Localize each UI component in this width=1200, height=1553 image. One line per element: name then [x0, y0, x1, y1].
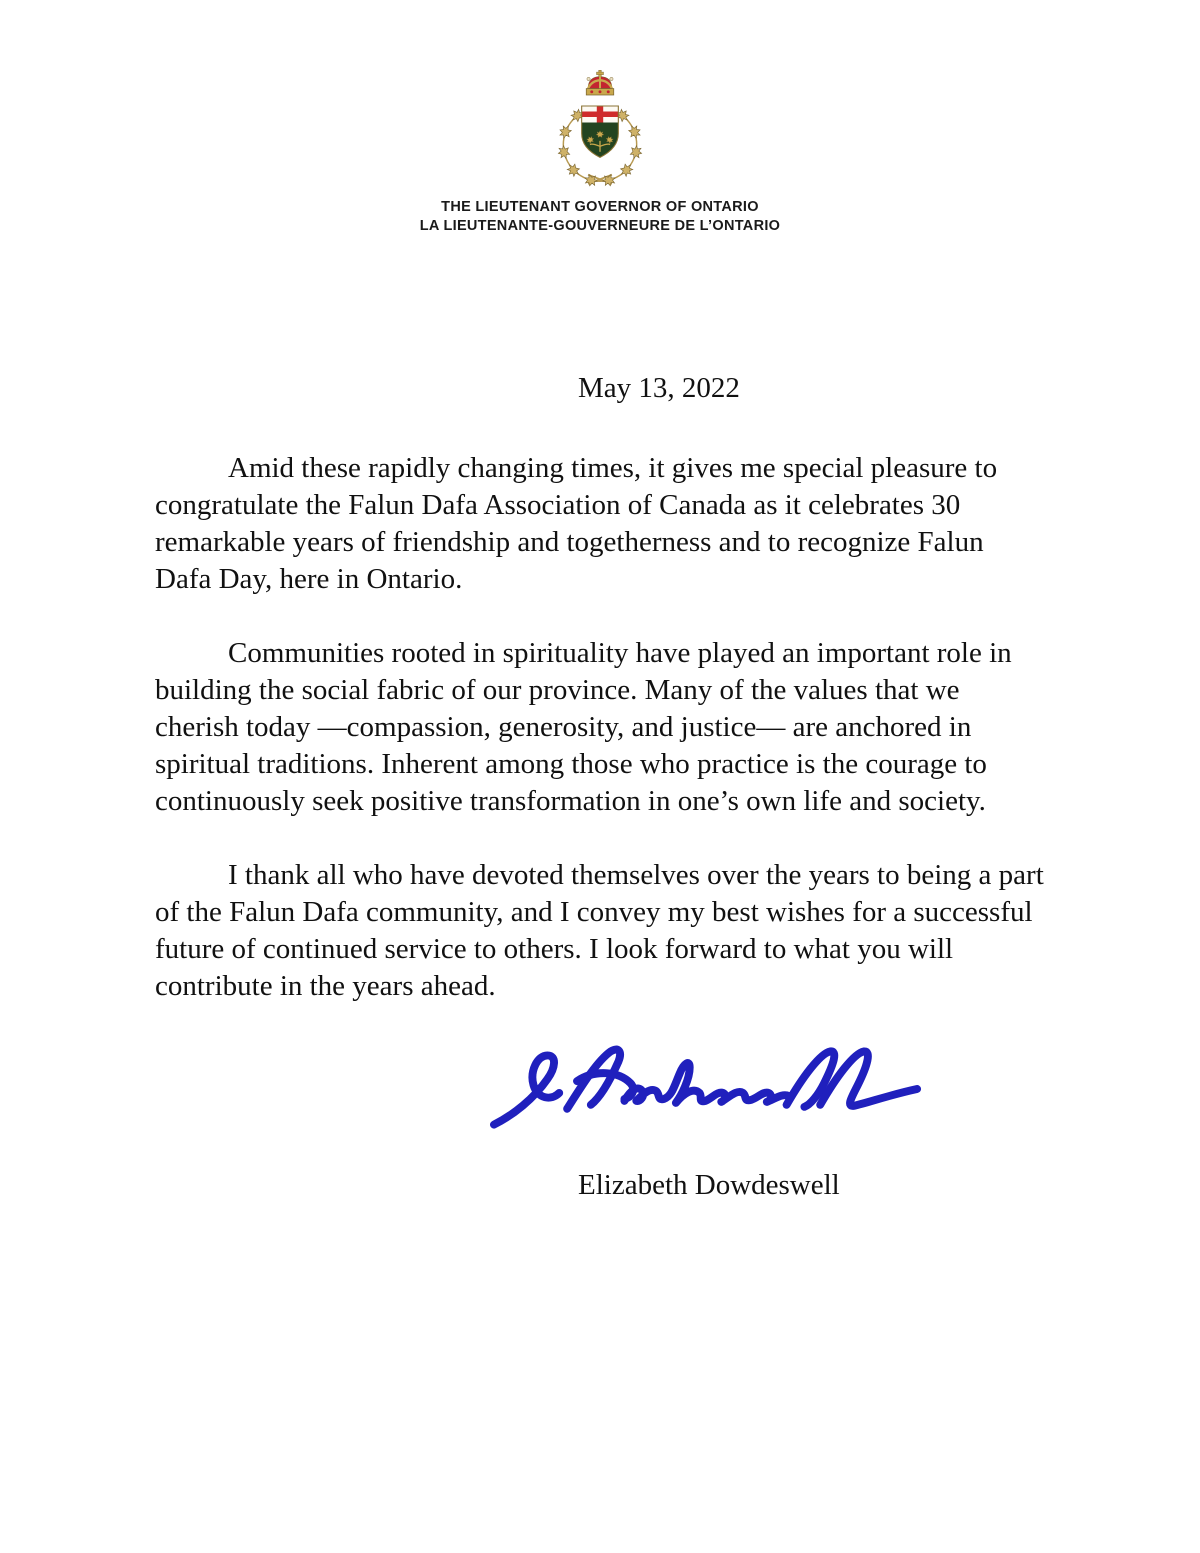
letter-body: [155, 370, 1045, 1204]
letterhead: [0, 0, 1200, 236]
ontario-shield-icon: [582, 106, 619, 157]
letterhead-title-fr: LA LIEUTENANTE-GOUVERNEURE DE L’ONTARIO: [419, 218, 781, 234]
handwritten-signature-icon: [490, 1043, 925, 1139]
signer-name: Elizabeth Dowdeswell: [578, 1169, 840, 1201]
crown-icon: [586, 70, 614, 95]
ontario-lieutenant-governor-crest-icon: [545, 62, 655, 194]
signature-block: [155, 1043, 1045, 1139]
letterhead-title-en: THE LIEUTENANT GOVERNOR OF ONTARIO: [441, 199, 759, 215]
letter-date: May 13, 2022: [578, 372, 740, 404]
paragraph-1: Amid these rapidly changing times, it gives me special pleasure to congratulate the Falun Dafa Association of Canada as it celebrates 30 remarkable years of friendship and togetherness and to recognize Falun Dafa Day, here in Ontario.: [155, 452, 998, 595]
paragraph-2: Communities rooted in spirituality have played an important role in building the social fabric of our province. Many of the values that we cherish today —compassion, generosity, and justice— are anchored in spiritual traditions. Inherent among those who practice is the courage to continuously seek positive transformation in one’s own life and society.: [155, 637, 1012, 817]
paragraph-3: I thank all who have devoted themselves over the years to being a part of the Falun Dafa community, and I convey my best wishes for a successful future of continued service to others. I look forward to what you will contribute in the years ahead.: [155, 859, 1044, 1002]
